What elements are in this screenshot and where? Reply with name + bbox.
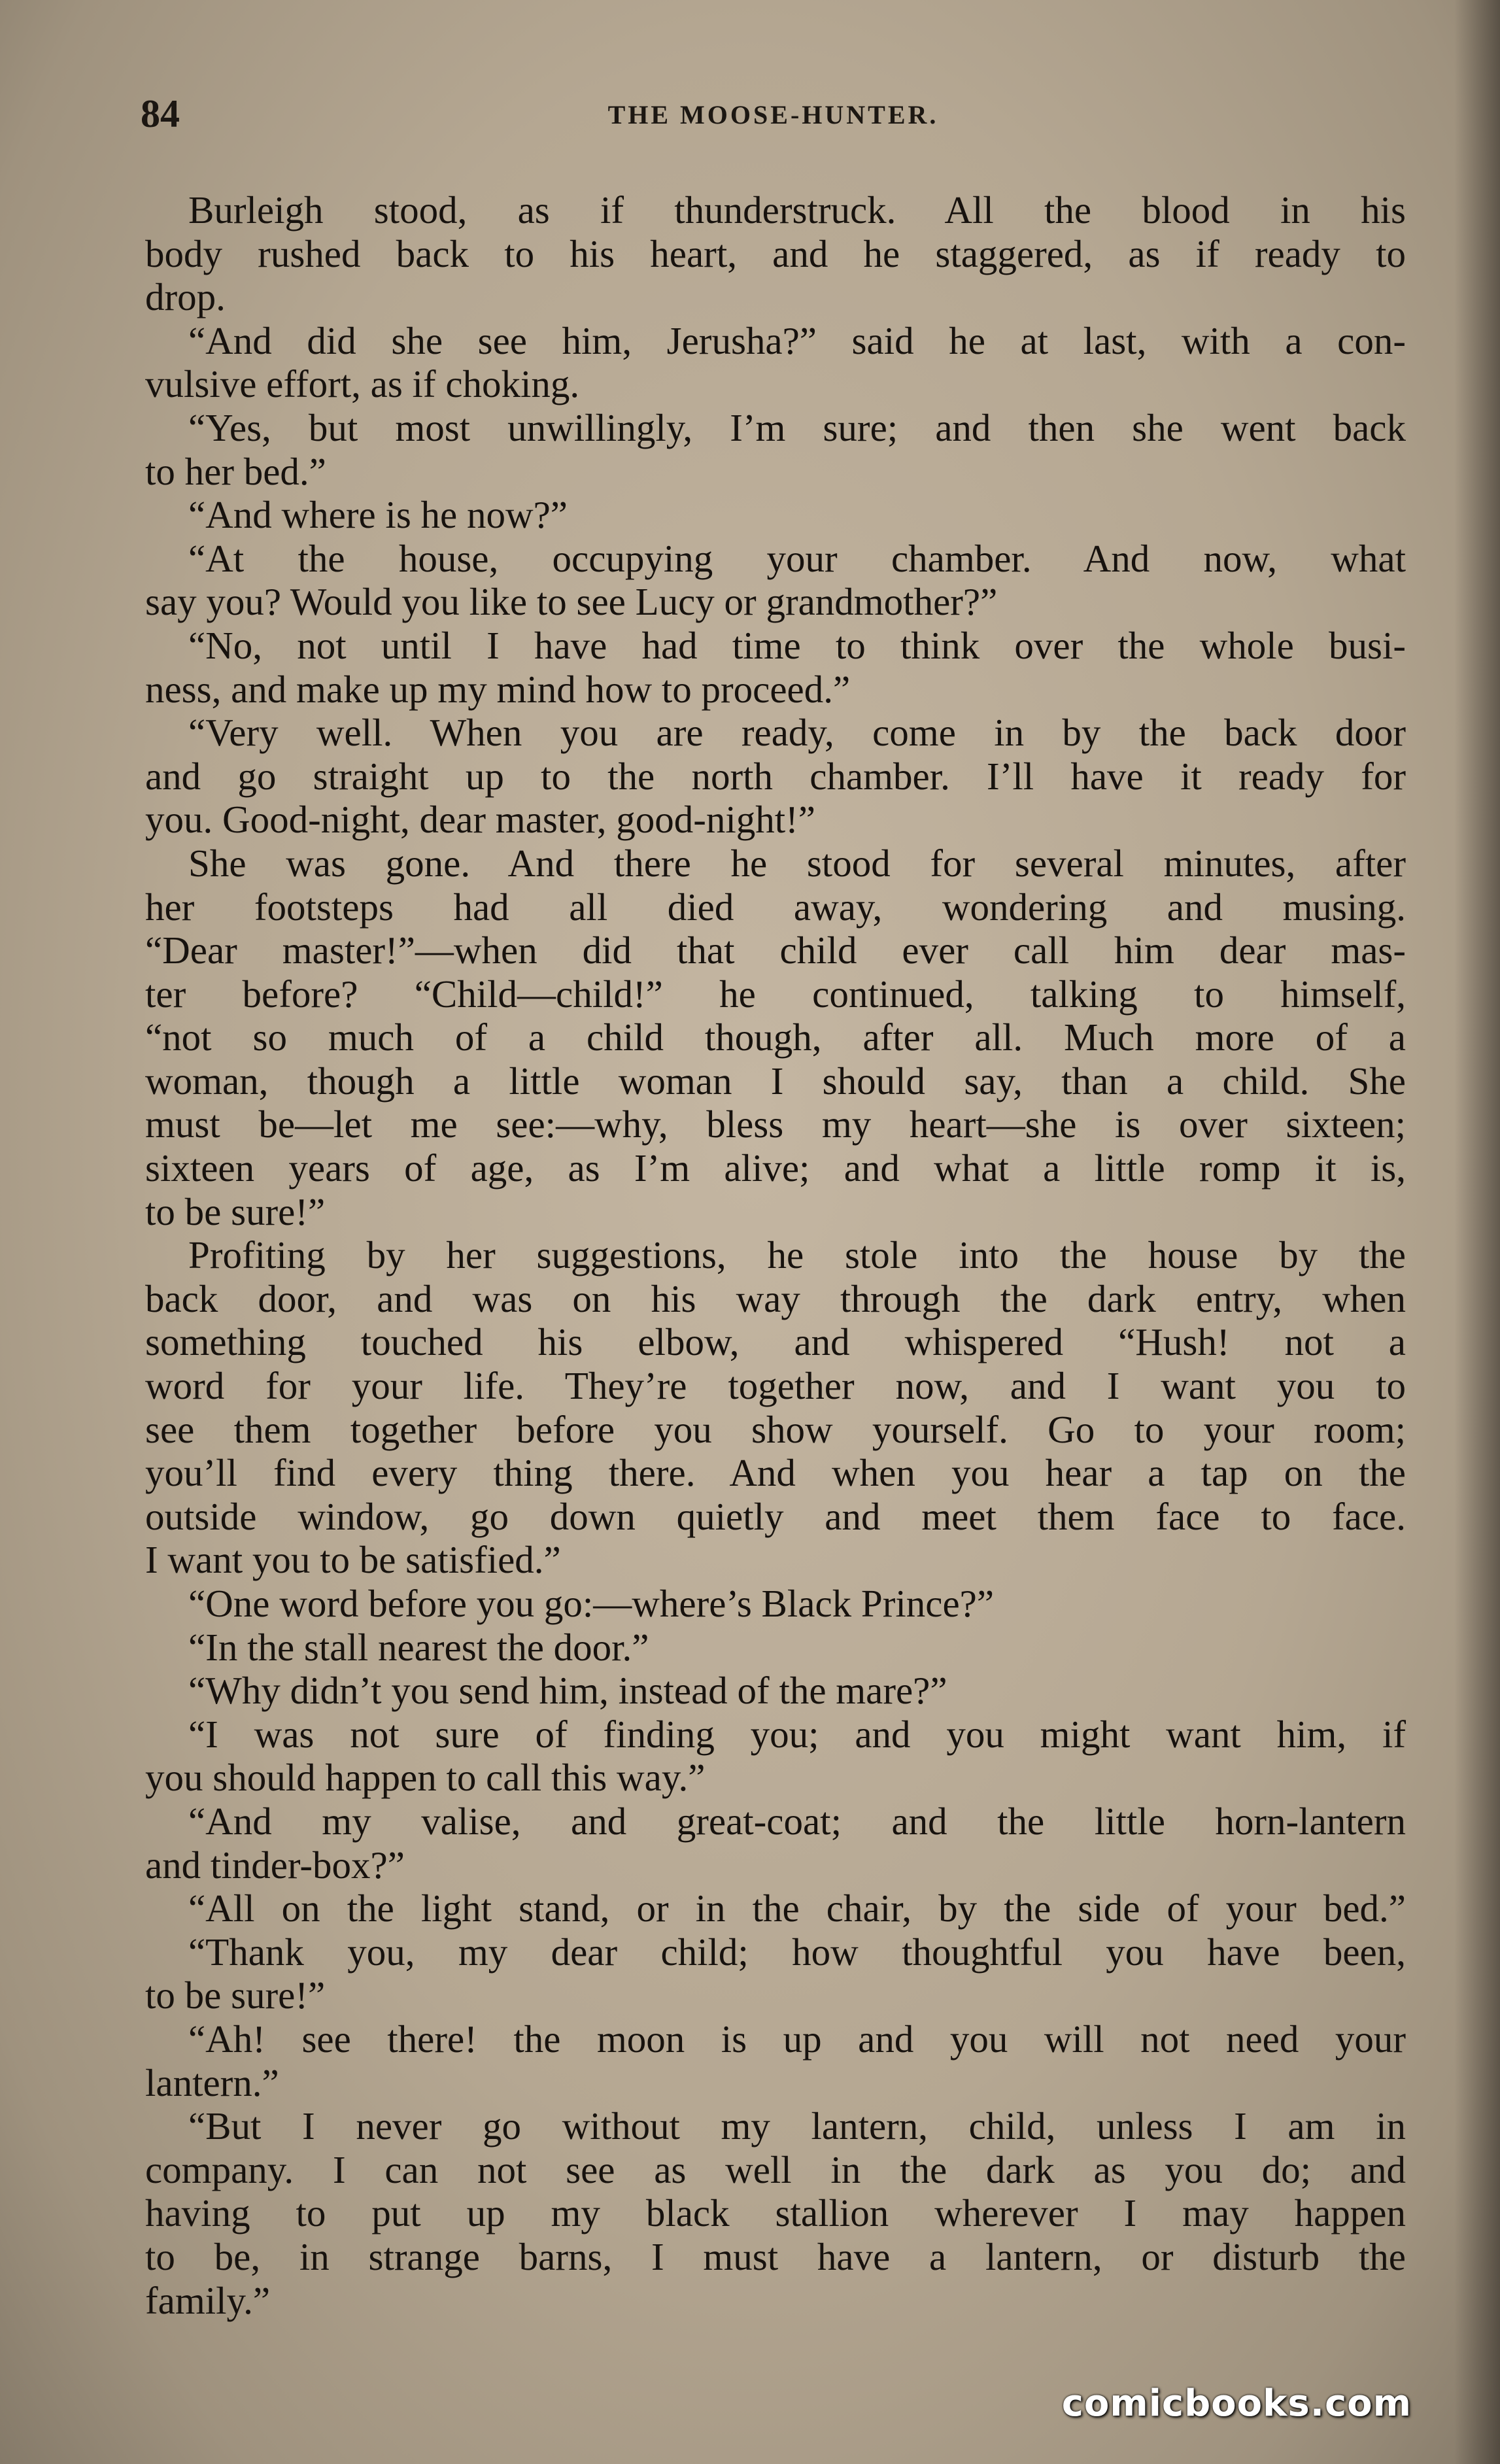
- running-title: THE MOOSE-HUNTER.: [607, 100, 939, 129]
- text-line: sixteen years of age, as I’m alive; and what a little romp it is,: [145, 1146, 1406, 1190]
- text-line: “Dear master!”—when did that child ever call him dear mas-: [145, 929, 1406, 972]
- text-line: family.”: [145, 2278, 271, 2322]
- text-line: to her bed.”: [145, 449, 326, 493]
- body-text: [145, 188, 1406, 2322]
- text-line: having to put up my black stallion wherever I may happen: [145, 2191, 1406, 2235]
- text-line: woman, though a little woman I should say, than a child. She: [145, 1059, 1406, 1103]
- text-line: to be sure!”: [145, 1974, 326, 2017]
- text-line: “In the stall nearest the door.”: [188, 1625, 649, 1669]
- text-line: “One word before you go:—where’s Black Prince?”: [188, 1582, 994, 1625]
- text-line: “Very well. When you are ready, come in by the back door: [188, 711, 1406, 755]
- text-line: drop.: [145, 275, 226, 319]
- text-line: to be sure!”: [145, 1189, 326, 1233]
- text-line: ter before? “Child—child!” he continued, talking to himself,: [145, 972, 1406, 1016]
- text-line: I want you to be satisfied.”: [145, 1538, 561, 1582]
- text-line: She was gone. And there he stood for several minutes, after: [188, 841, 1406, 885]
- text-line: Profiting by her suggestions, he stole into the house by the: [188, 1233, 1406, 1277]
- page-number: 84: [141, 92, 180, 135]
- text-line: say you? Would you like to see Lucy or grandmother?”: [145, 580, 998, 624]
- text-line: lantern.”: [145, 2061, 279, 2104]
- text-line: company. I can not see as well in the dark as you do; and: [145, 2147, 1406, 2191]
- page-header: [141, 92, 1406, 144]
- text-line: outside window, go down quietly and meet them face to face.: [145, 1494, 1406, 1538]
- text-line: you should happen to call this way.”: [145, 1756, 706, 1800]
- text-line: “But I never go without my lantern, child, unless I am in: [188, 2104, 1406, 2148]
- text-line: “And where is he now?”: [188, 493, 568, 537]
- text-line: and go straight up to the north chamber. I’ll have it ready for: [145, 754, 1406, 798]
- text-line: see them together before you show yourself. Go to your room;: [145, 1407, 1406, 1451]
- text-line: “All on the light stand, or in the chair, by the side of your bed.”: [188, 1887, 1406, 1930]
- text-line: “Ah! see there! the moon is up and you will not need your: [188, 2017, 1406, 2061]
- text-line: “not so much of a child though, after all. Much more of a: [145, 1016, 1406, 1059]
- text-line: must be—let me see:—why, bless my heart—she is over sixteen;: [145, 1103, 1406, 1146]
- text-line: body rushed back to his heart, and he staggered, as if ready to: [145, 231, 1406, 275]
- text-line: you. Good-night, dear master, good-night!”: [145, 798, 815, 842]
- text-line: “At the house, occupying your chamber. And now, what: [188, 536, 1406, 580]
- text-line: back door, and was on his way through the dark entry, when: [145, 1276, 1406, 1320]
- text-line: “And did she see him, Jerusha?” said he at last, with a con-: [188, 318, 1406, 362]
- text-line: to be, in strange barns, I must have a lantern, or disturb the: [145, 2234, 1406, 2278]
- text-line: “Yes, but most unwillingly, I’m sure; and then she went back: [188, 405, 1406, 449]
- text-line: something touched his elbow, and whispered “Hush! not a: [145, 1320, 1406, 1364]
- text-line: Burleigh stood, as if thunderstruck. All the blood in his: [188, 188, 1406, 231]
- text-line: “I was not sure of finding you; and you might want him, if: [188, 1712, 1406, 1756]
- text-line: word for your life. They’re together now, and I want you to: [145, 1364, 1406, 1408]
- text-line: “Why didn’t you send him, instead of the mare?”: [188, 1669, 947, 1713]
- text-line: “Thank you, my dear child; how thoughtful you have been,: [188, 1930, 1406, 1974]
- text-line: her footsteps had all died away, wondering and musing.: [145, 885, 1406, 929]
- text-line: “And my valise, and great-coat; and the little horn-lantern: [188, 1799, 1406, 1843]
- text-line: you’ll find every thing there. And when you hear a tap on the: [145, 1451, 1406, 1495]
- text-line: vulsive effort, as if choking.: [145, 362, 580, 406]
- text-line: and tinder-box?”: [145, 1843, 405, 1887]
- text-line: ness, and make up my mind how to proceed.”: [145, 667, 851, 711]
- text-line: “No, not until I have had time to think over the whole busi-: [188, 623, 1406, 667]
- watermark: comicbooks.com: [1061, 2382, 1412, 2425]
